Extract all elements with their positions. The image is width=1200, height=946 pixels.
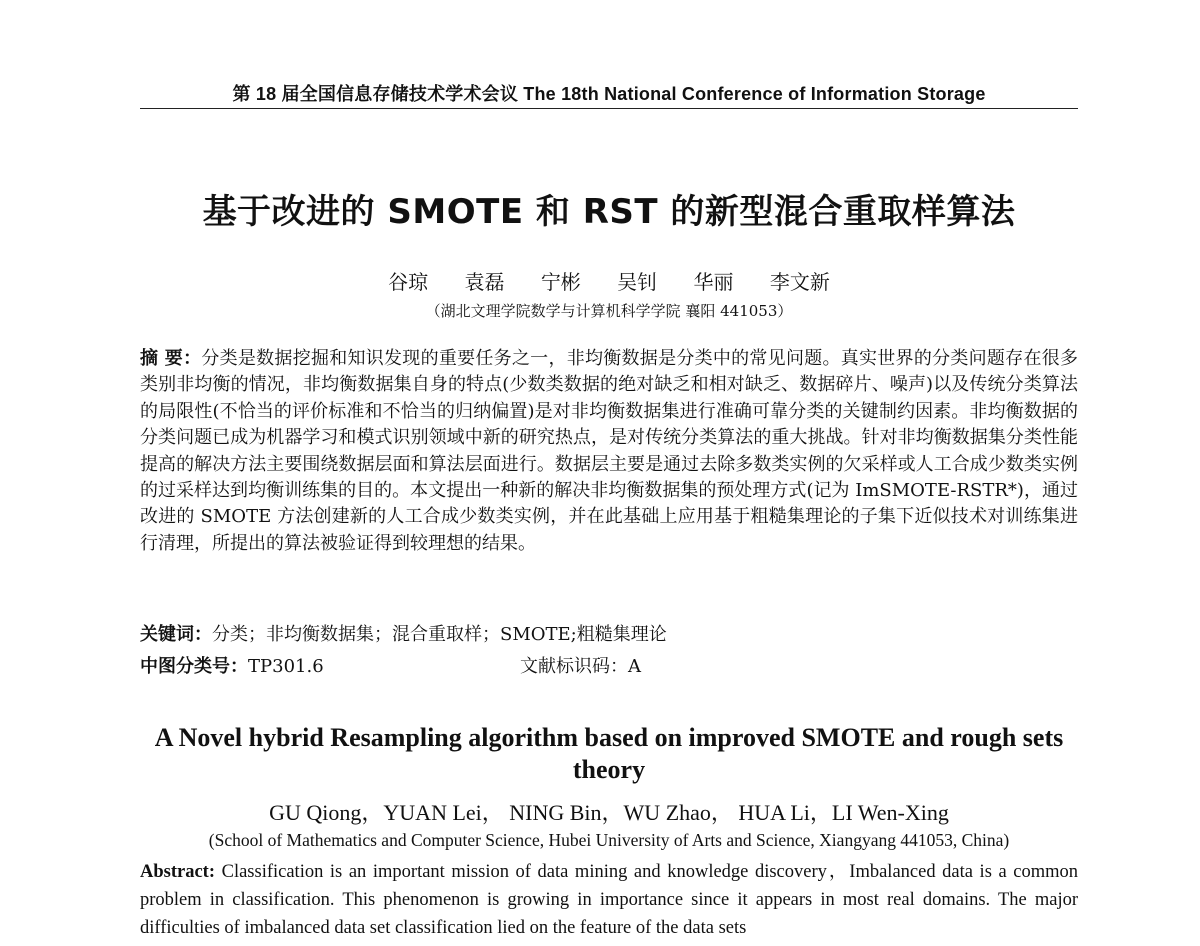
- chinese-title: 基于改进的 SMOTE 和 RST 的新型混合重取样算法: [202, 192, 1016, 232]
- english-affiliation: (School of Mathematics and Computer Science, Hubei University of Arts and Science, Xiangyang 441053, China): [208, 830, 1010, 850]
- chinese-abstract: [140, 346, 1078, 557]
- author-4: 吴钊: [617, 270, 658, 294]
- author-2: 袁磊: [464, 270, 505, 294]
- keywords-label: 关键词：: [140, 624, 212, 645]
- author-1: 谷琼: [388, 270, 429, 294]
- doc-code-label: 文献标识码：: [520, 656, 628, 677]
- clc-label: 中图分类号：: [140, 656, 248, 677]
- chinese-abstract-text: 分类是数据挖掘和知识发现的重要任务之一，非均衡数据是分类中的常见问题。真实世界的分类问题存在很多类别非均衡的情况，非均衡数据集自身的特点(少数类数据的绝对缺乏和相对缺乏、数据碎片、噪声)以及传统分类算法的局限性(不恰当的评价标准和不恰当的归纳偏置)是对非均衡数据集进行准确可靠分类的关键制约因素。非均衡数据的分类问题已成为机器学习和模式识别领域中新的研究热点，是对传统分类算法的重大挑战。针对非均衡数据集分类性能提高的解决方法主要围绕数据层面和算法层面进行。数据层主要是通过去除多数类实例的欠采样或人工合成少数类实例的过采样达到均衡训练集的目的。本文提出一种新的解决非均衡数据集的预处理方式(记为 ImSMOTE-RSTR*)，通过改进的 SMOTE 方法创建新的人工合成少数类实例，并在此基础上应用基于粗糙集理论的子集下近似技术对训练集进行清理，所提出的算法被验证得到较理想的结果。: [140, 348, 1078, 554]
- clc-value: TP301.6: [248, 656, 324, 677]
- english-title: A Novel hybrid Resampling algorithm based on improved SMOTE and rough sets theory: [154, 723, 1064, 784]
- author-3: 宁彬: [540, 270, 581, 294]
- chinese-authors: [140, 266, 1078, 295]
- doc-code-value: A: [628, 656, 641, 677]
- english-authors: GU Qiong，YUAN Lei， NING Bin，WU Zhao， HUA Li，LI Wen-Xing: [269, 800, 949, 825]
- english-abstract-text: Classification is an important mission of data mining and knowledge discovery，Imbalanced data is a common problem in classification. This phenomenon is growing in importance since it appears in most real domains. The major difficulties of imbalanced data set classification lied on the feature of the data sets: [140, 862, 1079, 938]
- keywords-text: 分类；非均衡数据集；混合重取样；SMOTE;粗糙集理论: [212, 624, 667, 645]
- chinese-affiliation: （湖北文理学院数学与计算机科学学院 襄阳 441053）: [425, 302, 793, 320]
- document-code: [520, 654, 641, 680]
- header-rule: [140, 108, 1078, 109]
- author-5: 华丽: [693, 270, 734, 294]
- english-abstract-label: Abstract:: [140, 862, 216, 882]
- classification-line: [140, 654, 1078, 680]
- english-abstract: [140, 858, 1078, 942]
- running-header: 第 18 届全国信息存储技术学术会议 The 18th National Conference of Information Storage: [232, 84, 986, 104]
- chinese-abstract-label: 摘 要：: [140, 348, 202, 369]
- author-6: 李文新: [769, 270, 830, 294]
- chinese-keywords: [140, 622, 1078, 648]
